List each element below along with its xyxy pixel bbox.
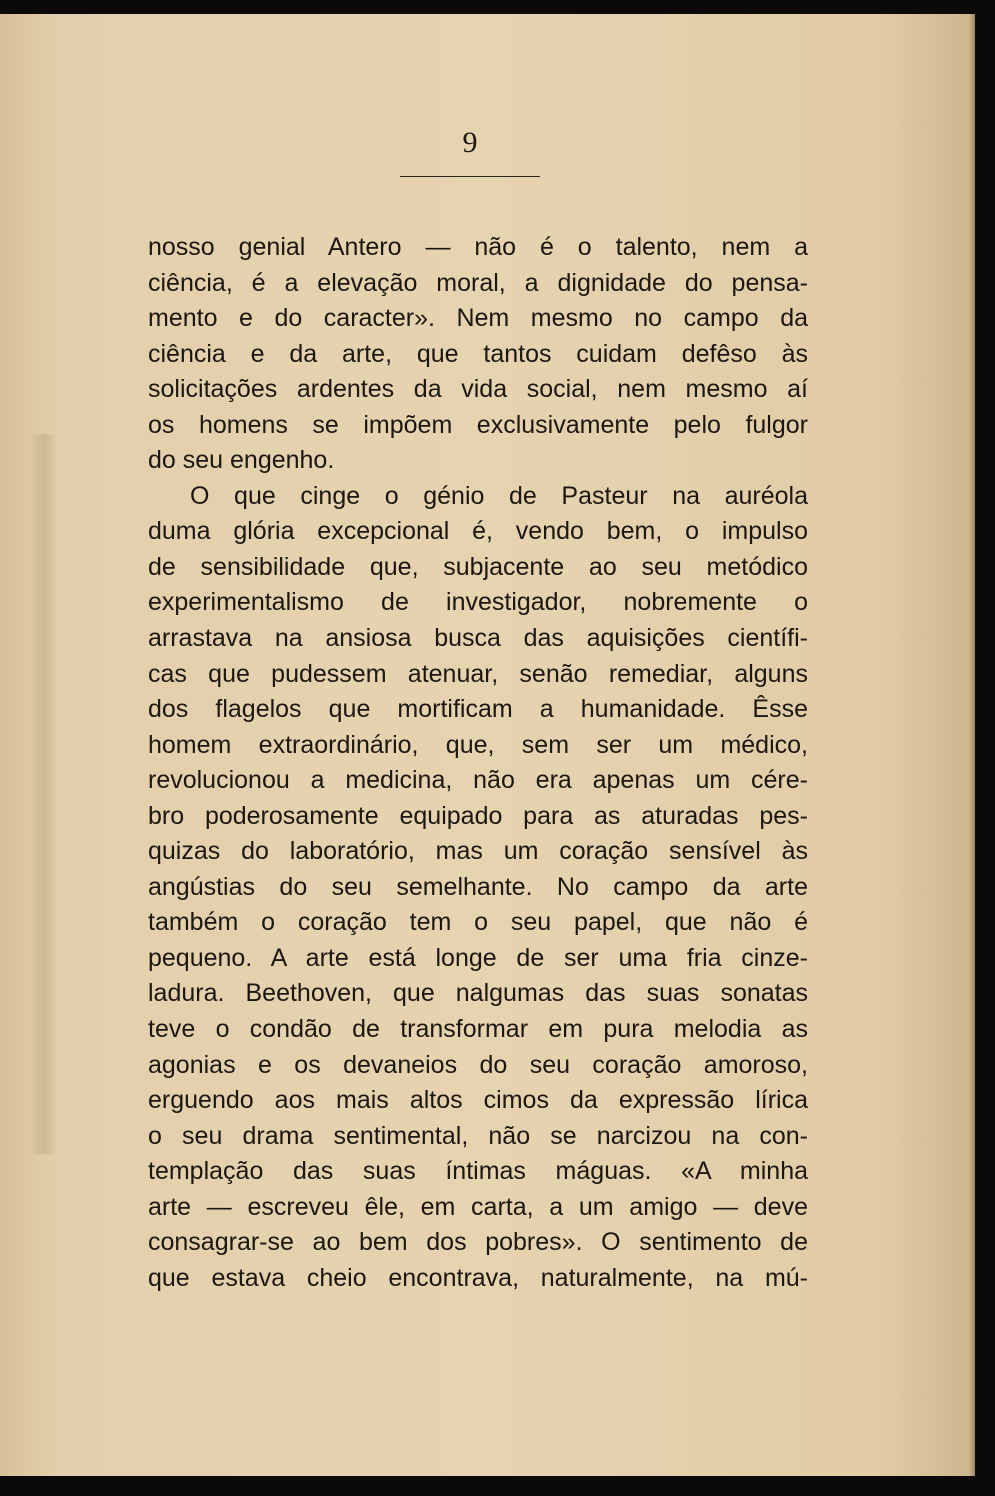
text-line: mento e do caracter». Nem mesmo no campo da: [148, 304, 808, 333]
page-edge-shadow: [969, 14, 975, 1476]
text-line: ladura. Beethoven, que nalgumas das suas sonatas: [148, 979, 808, 1008]
text-line: solicitações ardentes da vida social, nem mesmo aí: [148, 375, 808, 404]
text-line: ciência, é a elevação moral, a dignidade do pensa-: [148, 268, 808, 297]
text-line: cas que pudessem atenuar, senão remediar, alguns: [148, 659, 808, 688]
text-line: erguendo aos mais altos cimos da expressão lírica: [148, 1086, 808, 1115]
text-line: templação das suas íntimas máguas. «A minha: [148, 1157, 808, 1186]
text-line: os homens se impõem exclusivamente pelo fulgor: [148, 410, 808, 439]
text-line: O que cinge o génio de Pasteur na auréola: [190, 481, 808, 510]
text-line: quizas do laboratório, mas um coração sensível às: [148, 837, 808, 866]
text-line: de sensibilidade que, subjacente ao seu metódico: [148, 552, 808, 581]
body-text: [148, 230, 808, 1296]
text-line: ciência e da arte, que tantos cuidam defêso às: [148, 339, 808, 368]
text-line: bro poderosamente equipado para as aturadas pes-: [148, 801, 808, 830]
page-number: 9: [462, 126, 478, 159]
text-line: também o coração tem o seu papel, que não é: [148, 908, 808, 937]
text-line: o seu drama sentimental, não se narcizou na con-: [148, 1121, 808, 1150]
book-page: [0, 14, 975, 1476]
text-line: angústias do seu semelhante. No campo da arte: [148, 872, 808, 901]
text-line: dos flagelos que mortificam a humanidade. Êsse: [148, 695, 808, 724]
text-line: experimentalismo de investigador, nobremente o: [148, 588, 808, 617]
text-line: revolucionou a medicina, não era apenas um cére-: [148, 766, 808, 795]
text-line: consagrar-se ao bem dos pobres». O sentimento de: [148, 1228, 808, 1257]
text-line: teve o condão de transformar em pura melodia as: [148, 1015, 808, 1044]
header-rule: [400, 176, 540, 177]
text-line: arrastava na ansiosa busca das aquisições científi-: [148, 624, 808, 653]
text-line: pequeno. A arte está longe de ser uma fria cinze-: [148, 943, 808, 972]
text-line: do seu engenho.: [148, 446, 335, 475]
text-line: nosso genial Antero — não é o talento, nem a: [148, 233, 808, 261]
text-line: homem extraordinário, que, sem ser um médico,: [148, 730, 808, 759]
text-line: duma glória excepcional é, vendo bem, o impulso: [148, 517, 808, 546]
text-line: agonias e os devaneios do seu coração amoroso,: [148, 1050, 808, 1079]
page-fold-shadow: [30, 434, 58, 1154]
text-line: que estava cheio encontrava, naturalmente, na mú-: [148, 1263, 808, 1292]
text-line: arte — escreveu êle, em carta, a um amigo — deve: [148, 1192, 808, 1221]
